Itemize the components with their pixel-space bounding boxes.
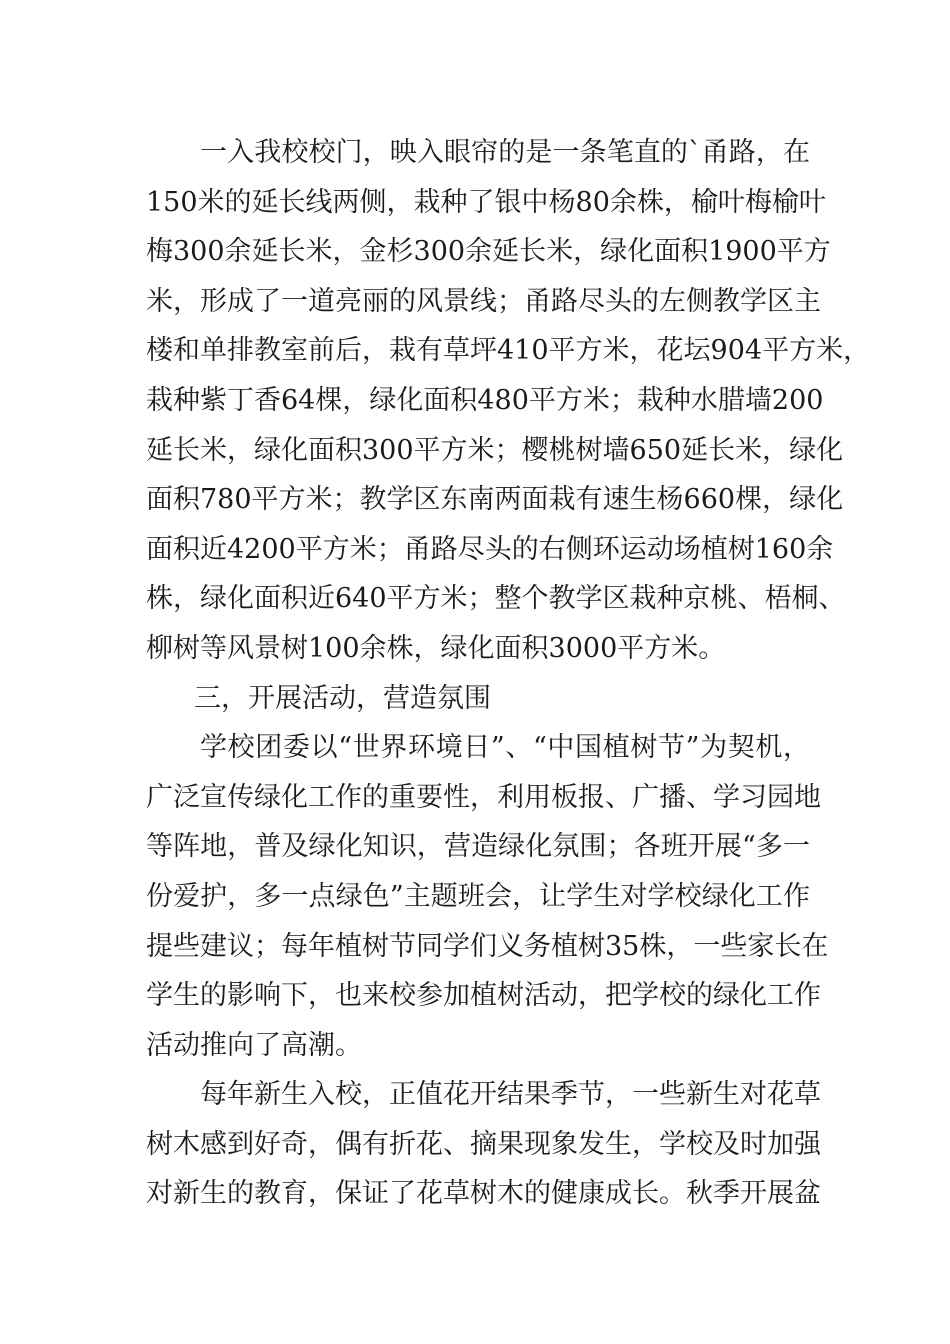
text-line: 活动推向了高潮。 bbox=[146, 1029, 362, 1061]
paragraph-new-students bbox=[146, 1070, 821, 1219]
text-line: 份爱护，多一点绿色”主题班会，让学生对学校绿化工作 bbox=[146, 880, 810, 912]
text-line: 株，绿化面积近640平方米；整个教学区栽种京桃、梧桐、 bbox=[146, 583, 846, 615]
text-line: 楼和单排教室前后，栽有草坪410平方米，花坛904平方米， bbox=[146, 335, 871, 367]
text-line: 面积780平方米；教学区东南两面栽有速生杨660棵，绿化 bbox=[146, 484, 844, 516]
text-line: 梅300余延长米，金杉300余延长米，绿化面积1900平方 bbox=[146, 236, 831, 268]
text-line: 提些建议；每年植树节同学们义务植树35株，一些家长在 bbox=[146, 930, 829, 962]
paragraph-campus-greening bbox=[146, 128, 871, 674]
text-line: 柳树等风景树100余株，绿化面积3000平方米。 bbox=[146, 632, 726, 664]
text-line: 一入我校校门，映入眼帘的是一条笔直的`甬路，在 bbox=[200, 137, 810, 168]
text-line: 米，形成了一道亮丽的风景线；甬路尽头的左侧教学区主 bbox=[146, 285, 821, 317]
text-line: 学生的影响下，也来校参加植树活动，把学校的绿化工作 bbox=[146, 980, 821, 1012]
body-text bbox=[146, 128, 871, 1219]
text-line: 面积近4200平方米；甬路尽头的右侧环运动场植树160余 bbox=[146, 533, 834, 565]
text-line: 树木感到好奇，偶有折花、摘果现象发生，学校及时加强 bbox=[146, 1128, 821, 1160]
text-line: 等阵地，普及绿化知识，营造绿化氛围；各班开展“多一 bbox=[146, 831, 810, 863]
section-heading: 三，开展活动，营造氛围 bbox=[194, 682, 491, 714]
text-line: 150米的延长线两侧，栽种了银中杨80余株，榆叶梅榆叶 bbox=[146, 186, 826, 218]
text-line: 延长米，绿化面积300平方米；樱桃树墙650延长米，绿化 bbox=[146, 434, 844, 466]
text-line: 学校团委以“世界环境日”、“中国植树节”为契机， bbox=[200, 732, 810, 764]
text-line: 对新生的教育，保证了花草树木的健康成长。秋季开展盆 bbox=[146, 1178, 821, 1210]
text-line: 每年新生入校，正值花开结果季节，一些新生对花草 bbox=[200, 1079, 821, 1111]
paragraph-activities bbox=[146, 723, 829, 1070]
text-line: 栽种紫丁香64棵，绿化面积480平方米；栽种水腊墙200 bbox=[146, 384, 824, 416]
text-line: 广泛宣传绿化工作的重要性，利用板报、广播、学习园地 bbox=[146, 781, 821, 813]
